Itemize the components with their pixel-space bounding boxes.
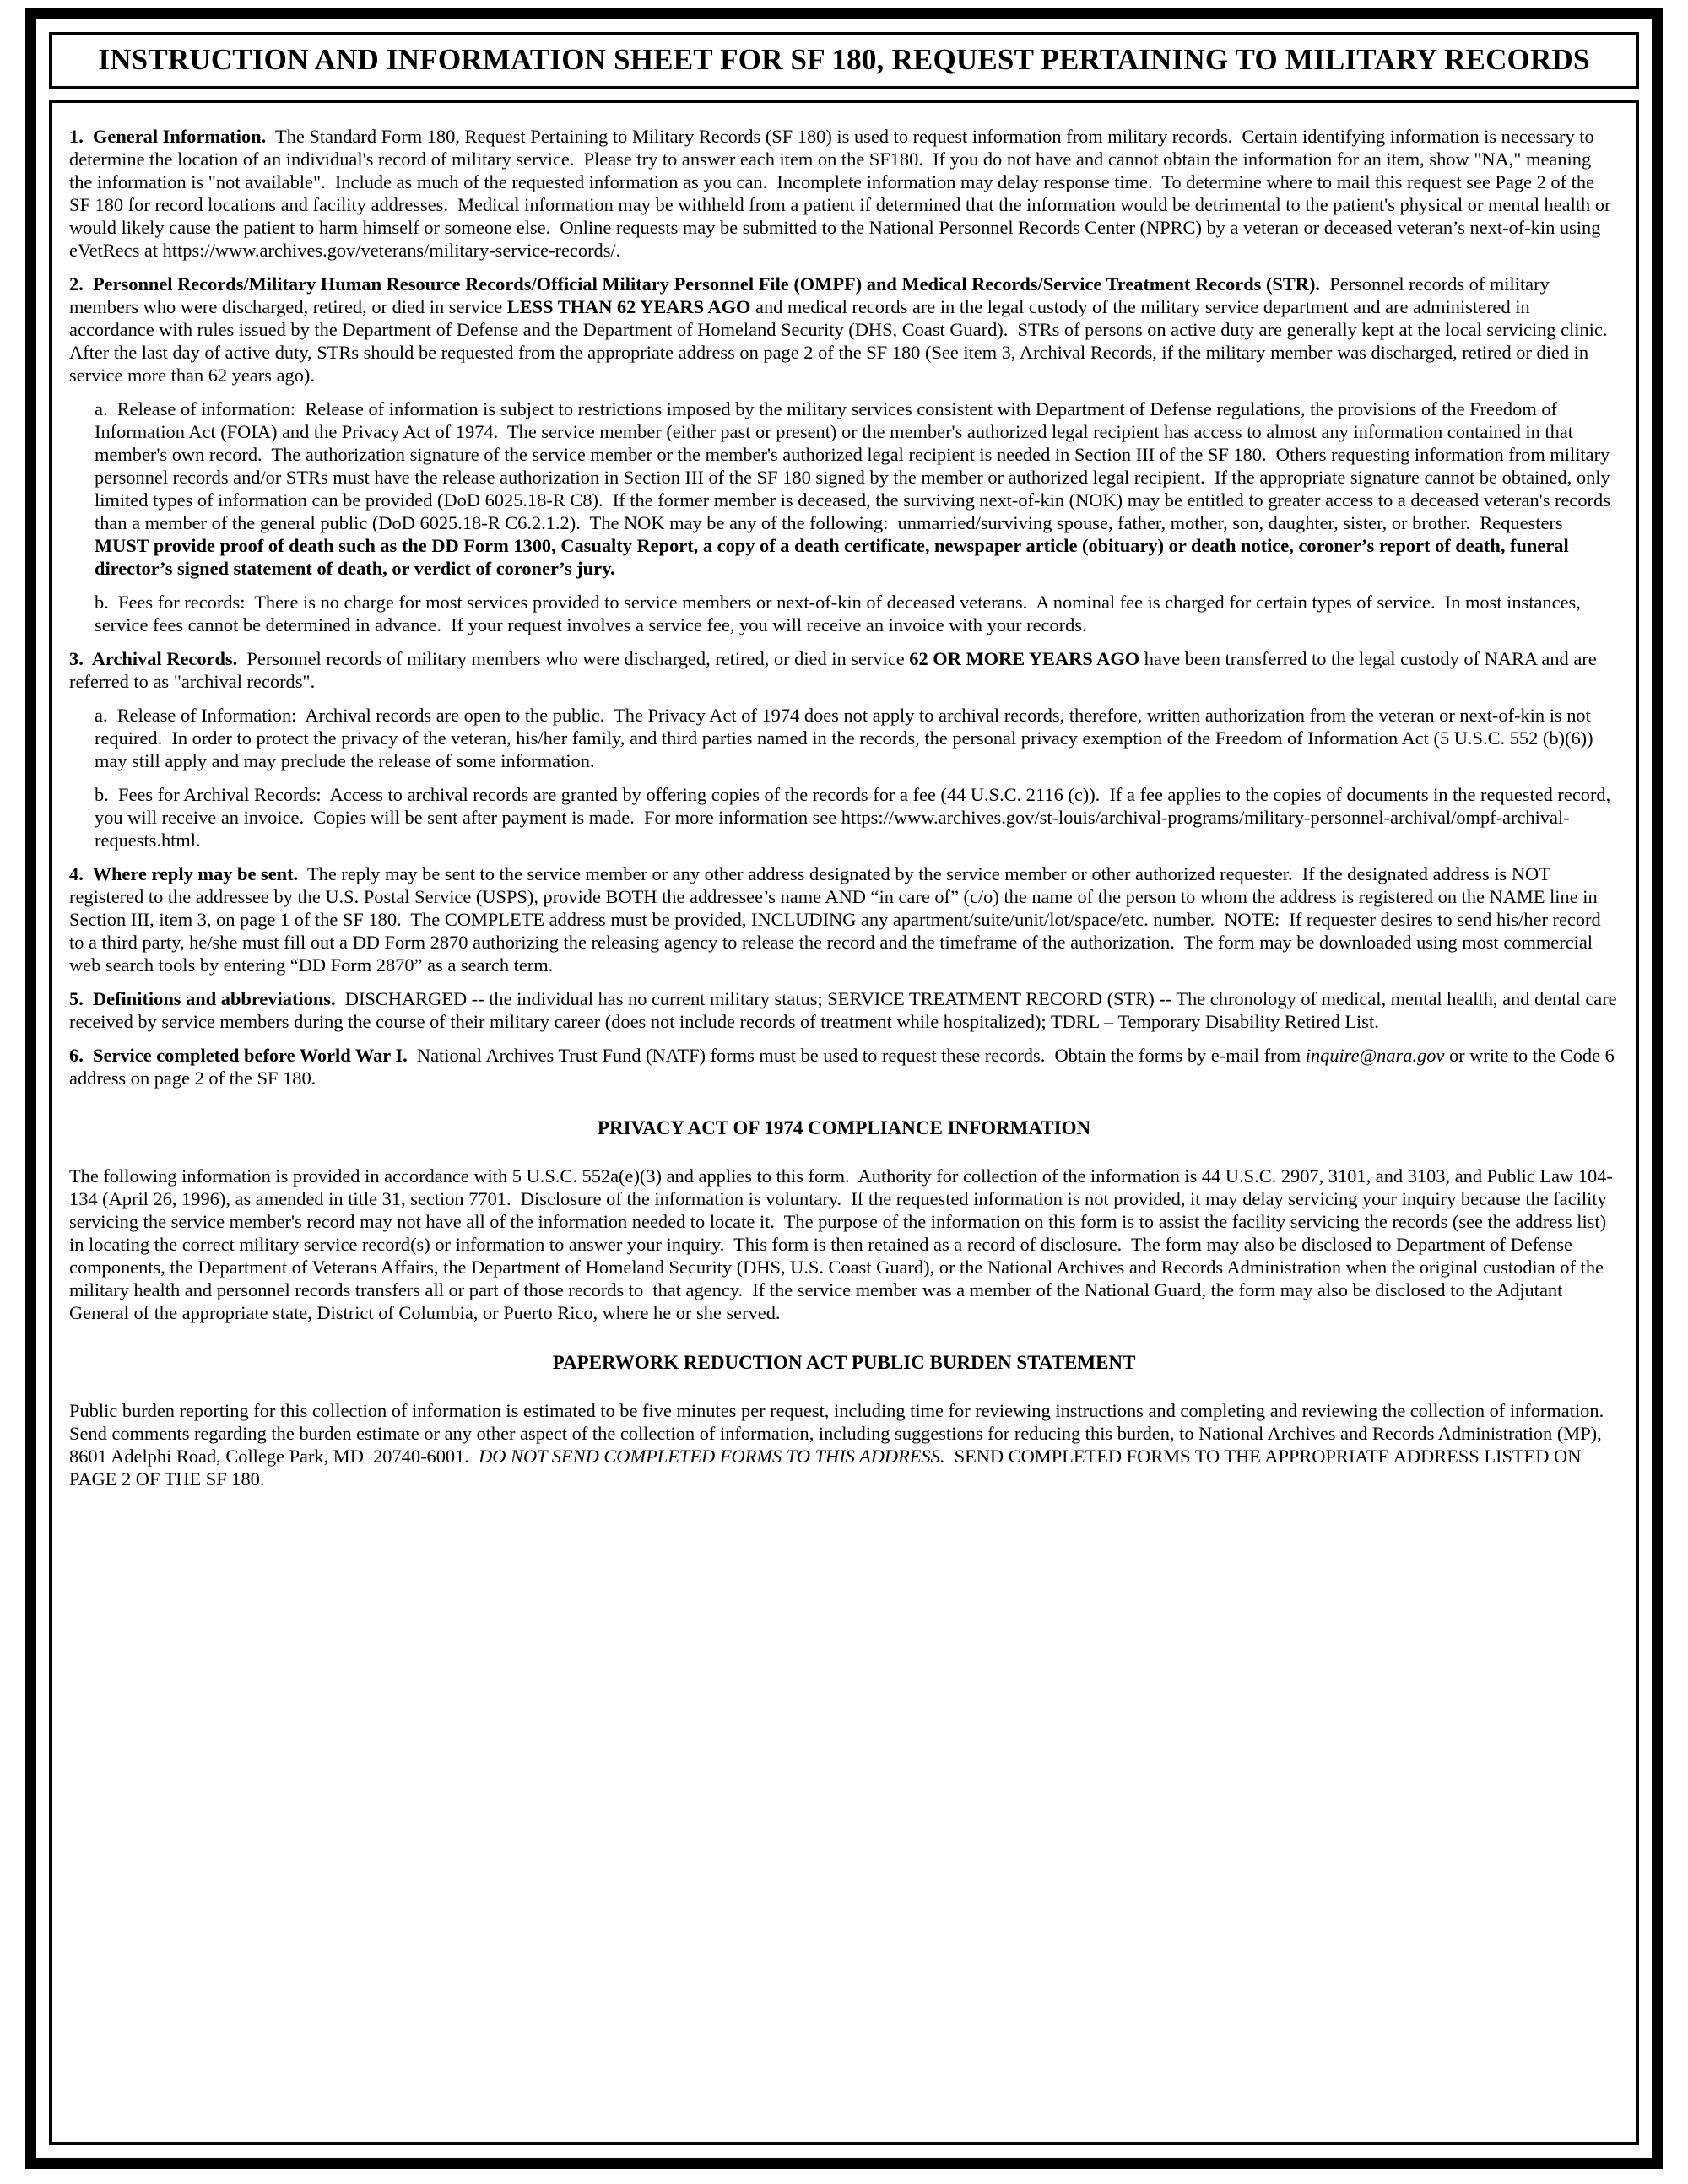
body-text: The following information is provided in accordance with 5 U.S.C. 552a(e)(3) and applies to this form. Authority for collection of the information is 44 U.S.C. 2907, 3101, and 3103, and Public Law 104-134 (April 26, 1996), as amended in title 31, section 7701. Disclosure of the information is voluntary. If the requested information is not provided, it may delay servicing your inquiry because the facility servicing the service member's record may not have all of the information needed to locate it. The purpose of the information on this form is to assist the facility servicing the records (see the address list) in locating the correct military service record(s) or information to answer your inquiry. This form is then retained as a record of disclosure. The form may also be disclosed to Department of Defense components, the Department of Veterans Affairs, the Department of Homeland Security (DHS, U.S. Coast Guard), or the National Archives and Records Administration when the original custodian of the military health and personnel records transfers all or part of those records to that agency. If the service member was a member of the National Guard, the form may also be disclosed to the Adjutant General of the appropriate state, District of Columbia, or Puerto Rico, where he or she served. <box>69 1165 1613 1323</box>
page-border-frame <box>25 8 1663 2169</box>
section-3-archival-records <box>69 647 1619 693</box>
bold-text: 6. Service completed before World War I. <box>69 1045 408 1066</box>
privacy-act-heading: PRIVACY ACT OF 1974 COMPLIANCE INFORMATION <box>597 1117 1091 1138</box>
body-text: SEND COMPLETED FORMS TO THE APPROPRIATE ADDRESS LISTED ON PAGE 2 OF THE SF 180. <box>69 1446 1586 1489</box>
body-text: Public burden reporting for this collection of information is estimated to be five minutes per request, including time for reviewing instructions and completing and reviewing the collection of information. Send comments regarding the burden estimate or any other aspect of the collection of information, including suggestions for reducing this burden, to National Archives and Records Administration (MP), 8601 Adelphi Road, College Park, MD 20740-6001. <box>69 1400 1614 1467</box>
body-text: or write to the Code 6 address on page 2 of the SF 180. <box>69 1045 1620 1089</box>
bold-text: 5. Definitions and abbreviations. <box>69 988 336 1009</box>
bold-text: 2. Personnel Records/Military Human Resource Records/Official Military Personnel File (OMPF) and Medical Records/Service Treatment Records (STR). <box>69 273 1321 295</box>
body-text: have been transferred to the legal custody of NARA and are referred to as "archival records". <box>69 648 1602 692</box>
body-text: Personnel records of military members who were discharged, retired, or died in service <box>69 273 1555 317</box>
bold-text: 4. Where reply may be sent. <box>69 863 299 884</box>
italic-text: DO NOT SEND COMPLETED FORMS TO THIS ADDRESS. <box>479 1446 945 1467</box>
section-6-service-before-wwi <box>69 1044 1619 1089</box>
page-title: INSTRUCTION AND INFORMATION SHEET FOR SF 180, REQUEST PERTAINING TO MILITARY RECORDS <box>98 43 1590 76</box>
bold-text: MUST provide proof of death such as the DD Form 1300, Casualty Report, a copy of a death certificate, newspaper article (obituary) or death notice, coroner’s report of death, funeral director’s signed statement of death, or verdict of coroner’s jury. <box>95 535 1574 579</box>
section-5-definitions-and-abbreviations <box>69 987 1622 1033</box>
body-text: National Archives Trust Fund (NATF) forms must be used to request these records. Obtain the forms by e-mail from <box>407 1045 1306 1066</box>
body-text: The reply may be sent to the service member or any other address designated by the service member or other authorized requester. If the designated address is NOT registered to the addressee by the U.S. Postal Service (USPS), provide BOTH the addressee’s name AND “in care of” (c/o) the name of the person to whom the address is registered on the NAME line in Section III, item 3, on page 1 of the SF 180. The COMPLETE address must be provided, INCLUDING any apartment/suite/unit/lot/space/etc. number. NOTE: If requester desires to send his/her record to a third party, he/she must fill out a DD Form 2870 authorizing the releasing agency to release the record and the timeframe of the authorization. The form may be downloaded using most commercial web search tools by entering “DD Form 2870” as a search term. <box>69 863 1606 976</box>
paperwork-reduction-heading: PAPERWORK REDUCTION ACT PUBLIC BURDEN STATEMENT <box>552 1352 1136 1373</box>
section-3a-release-of-information <box>95 704 1619 772</box>
bold-text: 1. General Information. <box>69 126 267 147</box>
bold-text: LESS THAN 62 YEARS AGO <box>506 296 751 317</box>
section-4-where-reply-may-be-sent <box>69 862 1619 976</box>
bold-text: 3. Archival Records. <box>69 648 238 669</box>
section-1-general-information <box>69 125 1619 262</box>
section-2b-fees-for-records <box>95 591 1619 636</box>
section-3b-fees-for-archival-records <box>95 783 1619 851</box>
section-2a-release-of-information <box>95 397 1619 580</box>
body-text: Personnel records of military members who were discharged, retired, or died in service <box>237 648 910 669</box>
section-2-personnel-records <box>69 273 1619 387</box>
privacy-act-body <box>69 1165 1619 1324</box>
italic-text: inquire@nara.gov <box>1305 1045 1445 1066</box>
paperwork-reduction-body <box>69 1399 1619 1490</box>
body-text: b. Fees for records: There is no charge for most services provided to service members or next-of-kin of deceased veterans. A nominal fee is charged for certain types of service. In most instances, service fees cannot be determined in advance. If your request involves a service fee, you will receive an invoice with your records. <box>95 592 1586 635</box>
body-text: The Standard Form 180, Request Pertaining to Military Records (SF 180) is used to request information from military records. Certain identifying information is necessary to determine the location of an individual's record of military service. Please try to answer each item on the SF180. If you do not have and cannot obtain the information for an item, show "NA," meaning the information is "not available". Include as much of the requested information as you can. Incomplete information may delay response time. To determine where to mail this request see Page 2 of the SF 180 for record locations and facility addresses. Medical information may be withheld from a patient if determined that the information would be detrimental to the patient's physical or mental health or would likely cause the patient to harm himself or someone else. Online requests may be submitted to the National Personnel Records Center (NPRC) by a veteran or deceased veteran’s next-of-kin using eVetRecs at https://www.archives.gov/veterans/military-service-records/. <box>69 126 1616 261</box>
body-text: and medical records are in the legal custody of the military service department and are administered in accordance with rules issued by the Department of Defense and the Department of Homeland Security (DHS, Coast Guard). STRs of persons on active duty are generally kept at the local servicing clinic. After the last day of active duty, STRs should be requested from the appropriate address on page 2 of the SF 180 (See item 3, Archival Records, if the military member was discharged, retired or died in service more than 62 years ago). <box>69 296 1616 386</box>
body-text: b. Fees for Archival Records: Access to archival records are granted by offering copies of the records for a fee (44 U.S.C. 2116 (c)). If a fee applies to the copies of documents in the requested record, you will receive an invoice. Copies will be sent after payment is made. For more information see https://www.archives.gov/st-louis/archival-programs/military-personnel-archival/ompf-archival-requests.html. <box>95 784 1615 851</box>
document-body <box>49 100 1639 2145</box>
body-text: a. Release of Information: Archival records are open to the public. The Privacy Act of 1974 does not apply to archival records, therefore, written authorization from the veteran or next-of-kin is not required. In order to protect the privacy of the veteran, his/her family, and third parties named in the records, the personal privacy exemption of the Freedom of Information Act (5 U.S.C. 552 (b)(6)) may still apply and may preclude the release of some information. <box>95 705 1599 771</box>
bold-text: 62 OR MORE YEARS AGO <box>909 648 1140 669</box>
body-text: DISCHARGED -- the individual has no current military status; SERVICE TREATMENT RECORD (STR) -- The chronology of medical, mental health, and dental care received by service members during the course of their military career (does not include records of treatment while hospitalized); TDRL – Temporary Disability Retired List. <box>69 988 1622 1032</box>
body-text: a. Release of information: Release of information is subject to restrictions imposed by the military services consistent with Department of Defense regulations, the provisions of the Freedom of Information Act (FOIA) and the Privacy Act of 1974. The service member (either past or present) or the member's authorized legal recipient has access to almost any information contained in that member's own record. The authorization signature of the service member or the member's authorized legal recipient is needed in Section III of the SF 180. Others requesting information from military personnel records and/or STRs must have the release authorization in Section III of the SF 180 signed by the member or authorized legal recipient. If the appropriate signature cannot be obtained, only limited types of information can be provided (DoD 6025.18-R C8). If the former member is deceased, the surviving next-of-kin (NOK) may be entitled to greater access to a deceased veteran's records than a member of the general public (DoD 6025.18-R C6.2.1.2). The NOK may be any of the following: unmarried/surviving spouse, father, mother, son, daughter, sister, or brother. Requesters <box>95 398 1615 533</box>
title-box <box>49 32 1639 89</box>
